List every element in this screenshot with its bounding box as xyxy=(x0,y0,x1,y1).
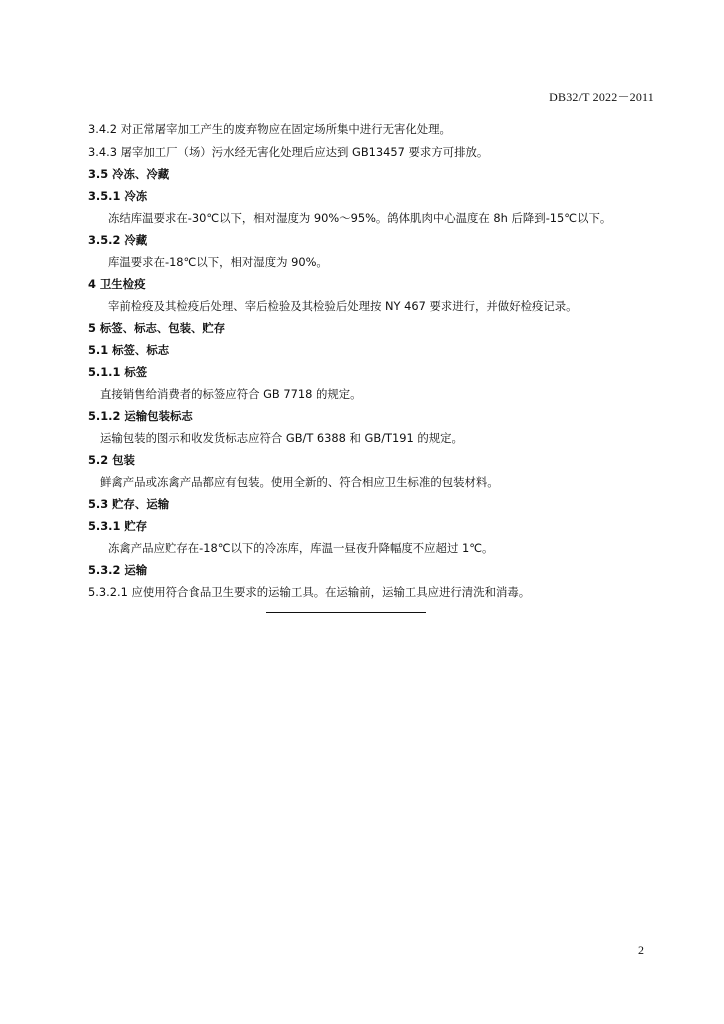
clause-5-1-2-body: 运输包装的图示和收发货标志应符合 GB/T 6388 和 GB/T191 的规定。 xyxy=(100,431,463,445)
clause-3-4-2: 3.4.2 对正常屠宰加工产生的废弃物应在固定场所集中进行无害化处理。 xyxy=(88,122,451,136)
heading-5-1-2: 5.1.2 运输包装标志 xyxy=(88,409,193,423)
heading-5-1: 5.1 标签、标志 xyxy=(88,343,170,357)
page-number: 2 xyxy=(638,943,644,957)
heading-3-5-2: 3.5.2 冷藏 xyxy=(88,233,148,247)
heading-5-3-1: 5.3.1 贮存 xyxy=(88,519,148,533)
heading-5-3-2: 5.3.2 运输 xyxy=(88,563,148,577)
heading-5-3: 5.3 贮存、运输 xyxy=(88,497,170,511)
clause-5-1-1-body: 直接销售给消费者的标签应符合 GB 7718 的规定。 xyxy=(100,387,362,401)
end-rule xyxy=(266,612,426,613)
clause-3-5-1-body: 冻结库温要求在-30℃以下，相对湿度为 90%～95%。鸽体肌肉中心温度在 8h 后降到-15℃以下。 xyxy=(108,211,612,225)
heading-3-5: 3.5 冷冻、冷藏 xyxy=(88,167,170,181)
clause-3-5-2-body: 库温要求在-18℃以下，相对湿度为 90%。 xyxy=(108,255,328,269)
clause-5-3-2-1: 5.3.2.1 应使用符合食品卫生要求的运输工具。在运输前，运输工具应进行清洗和消毒。 xyxy=(88,585,531,599)
heading-5: 5 标签、标志、包装、贮存 xyxy=(88,321,226,335)
heading-5-2: 5.2 包装 xyxy=(88,453,135,467)
clause-4-body: 宰前检疫及其检疫后处理、宰后检验及其检验后处理按 NY 467 要求进行，并做好检疫记录。 xyxy=(108,299,578,313)
clause-3-4-3: 3.4.3 屠宰加工厂（场）污水经无害化处理后应达到 GB13457 要求方可排放。 xyxy=(88,145,489,159)
heading-4: 4 卫生检疫 xyxy=(88,277,146,291)
clause-5-3-1-body: 冻禽产品应贮存在-18℃以下的冷冻库，库温一昼夜升降幅度不应超过 1℃。 xyxy=(108,541,494,555)
document-code: DB32/T 2022－2011 xyxy=(549,90,654,104)
heading-5-1-1: 5.1.1 标签 xyxy=(88,365,148,379)
clause-5-2-body: 鲜禽产品或冻禽产品都应有包装。使用全新的、符合相应卫生标准的包装材料。 xyxy=(100,475,499,489)
heading-3-5-1: 3.5.1 冷冻 xyxy=(88,189,148,203)
